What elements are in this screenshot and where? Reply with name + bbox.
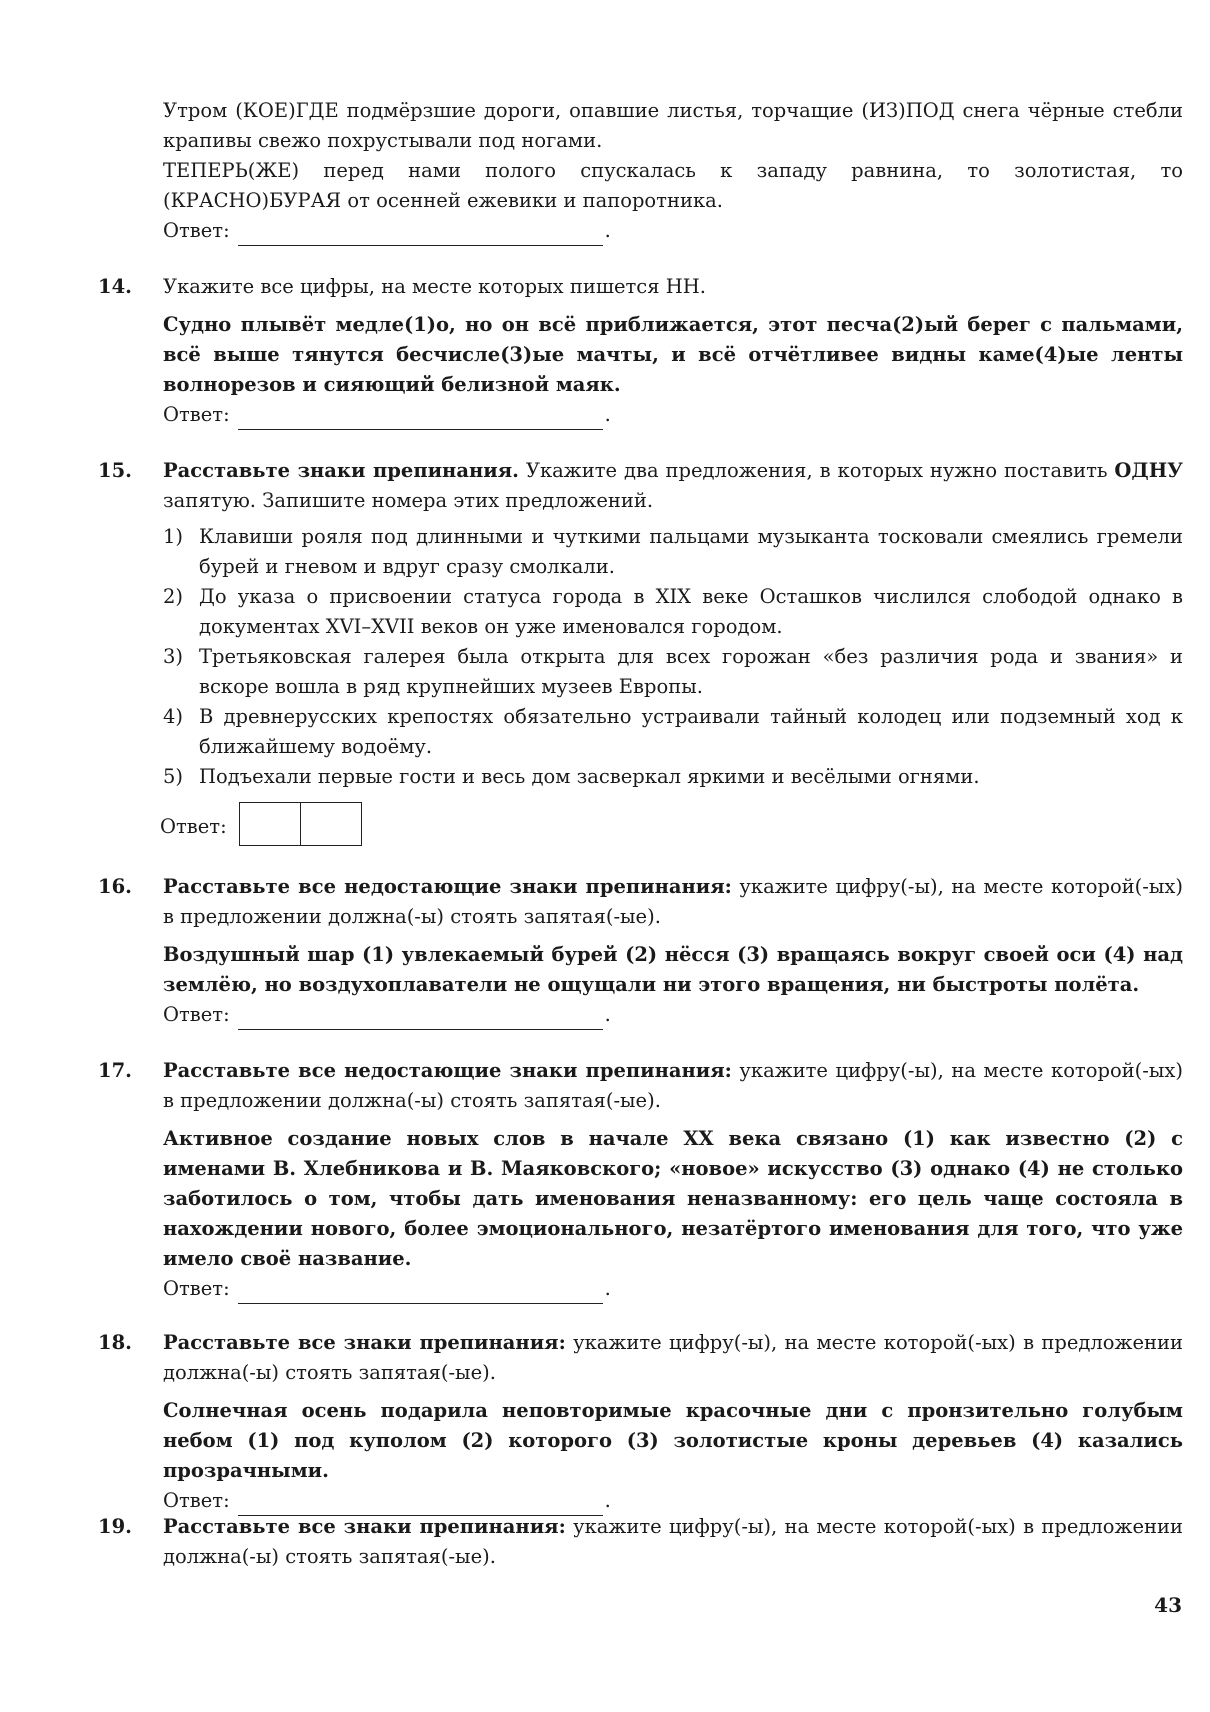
intro-answer [163, 216, 1183, 246]
q16-instruction-rest: укажите цифру(-ы), на месте которой(-ых) в предложении должна(-ы) стоять запятая(-ые). [163, 875, 1184, 928]
answer-label: Ответ: [160, 815, 227, 838]
q19-instruction [163, 1512, 1183, 1572]
answer-line[interactable] [238, 223, 603, 246]
q19-instruction-bold: Расставьте все знаки препинания: [163, 1515, 566, 1538]
option-text: Третьяковская галерея была открыта для всех горожан «без различия рода и звания» и вскоре вошла в ряд крупнейших музеев Европы. [199, 645, 1183, 698]
q17-text: Активное создание новых слов в начале XX века связано (1) как известно (2) с именами В. Хлебникова и В. Маяковского; «новое» искусство (3) однако (4) не столько заботилось о том, чтобы дать именования неназванному: его цель чаще состояла в нахождении нового, более эмоционального, незатёртого именования для того, что уже имело своё название. [163, 1127, 1183, 1270]
q17-instruction-bold: Расставьте все недостающие знаки препинания: [163, 1059, 732, 1082]
q15-answer [160, 802, 362, 846]
q19-number: 19. [98, 1515, 132, 1538]
intro-paragraph-1: Утром (КОЕ)ГДЕ подмёрзшие дороги, опавшие листья, торчащие (ИЗ)ПОД снега чёрные стебли крапивы свежо похрустывали под ногами. [163, 99, 1183, 152]
q15-block [163, 456, 1183, 792]
q15-option-4 [163, 702, 1183, 762]
answer-line[interactable] [238, 1007, 603, 1030]
option-number: 2) [163, 585, 184, 608]
q17-answer [163, 1274, 1183, 1304]
answer-dot: . [604, 403, 611, 426]
answer-label: Ответ: [163, 403, 230, 426]
q19-block [163, 1512, 1183, 1572]
option-number: 3) [163, 645, 184, 668]
q14-text: Судно плывёт медле(1)о, но он всё приближается, этот песча(2)ый берег с пальмами, всё выше тянутся бесчисле(3)ые мачты, и всё отчётливее видны каме(4)ые ленты волнорезов и сияющий белизной маяк. [163, 313, 1183, 396]
answer-label: Ответ: [163, 219, 230, 242]
answer-label: Ответ: [163, 1003, 230, 1026]
answer-dot: . [604, 1489, 611, 1512]
q17-number: 17. [98, 1059, 132, 1082]
q16-answer [163, 1000, 1183, 1030]
q18-instruction [163, 1328, 1183, 1388]
q16-text: Воздушный шар (1) увлекаемый бурей (2) нёсся (3) вращаясь вокруг своей оси (4) над землёю, но воздухоплаватели не ощущали ни этого вращения, ни быстроты полёта. [163, 943, 1183, 996]
q18-instruction-bold: Расставьте все знаки препинания: [163, 1331, 566, 1354]
q15-number: 15. [98, 459, 132, 482]
q15-instruction-rest1: Укажите два предложения, в которых нужно поставить [518, 459, 1115, 482]
q15-option-3 [163, 642, 1183, 702]
q16-instruction [163, 872, 1183, 932]
intro-paragraph-2: ТЕПЕРЬ(ЖЕ) перед нами полого спускалась к западу равнина, то золотистая, то (КРАСНО)БУРАЯ от осенней ежевики и папоротника. [163, 159, 1183, 212]
q18-block [163, 1328, 1183, 1516]
answer-cell-2[interactable] [300, 803, 361, 845]
q15-option-2 [163, 582, 1183, 642]
q15-instruction-bold: Расставьте знаки препинания. [163, 459, 519, 482]
answer-line[interactable] [238, 407, 603, 430]
q15-option-5 [163, 762, 1183, 792]
q17-instruction [163, 1056, 1183, 1116]
q16-number: 16. [98, 875, 132, 898]
q18-instruction-rest: укажите цифру(-ы), на месте которой(-ых) в предложении должна(-ы) стоять запятая(-ые). [163, 1331, 1183, 1384]
answer-label: Ответ: [163, 1489, 230, 1512]
q14-number: 14. [98, 275, 132, 298]
answer-dot: . [604, 1277, 611, 1300]
q18-text: Солнечная осень подарила неповторимые красочные дни с пронзительно голубым небом (1) под куполом (2) которого (3) золотистые кроны деревьев (4) казались прозрачными. [163, 1399, 1183, 1482]
q17-instruction-rest: укажите цифру(-ы), на месте которой(-ых) в предложении должна(-ы) стоять запятая(-ые). [163, 1059, 1184, 1112]
q14-answer [163, 400, 1183, 430]
option-text: До указа о присвоении статуса города в XIX веке Осташков числился слободой однако в документах XVI–XVII веков он уже именовался городом. [199, 585, 1183, 638]
q15-answer-cells [239, 802, 362, 846]
intro-block [163, 96, 1183, 246]
q19-instruction-rest: укажите цифру(-ы), на месте которой(-ых) в предложении должна(-ы) стоять запятая(-ые). [163, 1515, 1183, 1568]
q15-instruction [163, 456, 1183, 516]
answer-dot: . [604, 219, 611, 242]
q16-block [163, 872, 1183, 1030]
option-text: Подъехали первые гости и весь дом засверкал яркими и весёлыми огнями. [199, 765, 980, 788]
answer-cell-1[interactable] [240, 803, 300, 845]
q15-instruction-bold2: ОДНУ [1114, 459, 1183, 482]
q17-block [163, 1056, 1183, 1304]
answer-line[interactable] [238, 1281, 603, 1304]
option-number: 1) [163, 525, 184, 548]
q14-block [163, 272, 1183, 430]
option-number: 4) [163, 705, 184, 728]
answer-dot: . [604, 1003, 611, 1026]
page-number: 43 [1154, 1593, 1182, 1617]
option-number: 5) [163, 765, 184, 788]
q14-instruction: Укажите все цифры, на месте которых пишется НН. [163, 275, 706, 298]
q15-option-1 [163, 522, 1183, 582]
q15-options [163, 522, 1183, 792]
q16-instruction-bold: Расставьте все недостающие знаки препинания: [163, 875, 732, 898]
option-text: Клавиши рояля под длинными и чуткими пальцами музыканта тосковали смеялись гремели бурей и гневом и вдруг сразу смолкали. [199, 525, 1183, 578]
q18-number: 18. [98, 1331, 132, 1354]
q15-instruction-rest2: запятую. Запишите номера этих предложений. [163, 489, 654, 512]
option-text: В древнерусских крепостях обязательно устраивали тайный колодец или подземный ход к ближайшему водоёму. [199, 705, 1183, 758]
answer-label: Ответ: [163, 1277, 230, 1300]
